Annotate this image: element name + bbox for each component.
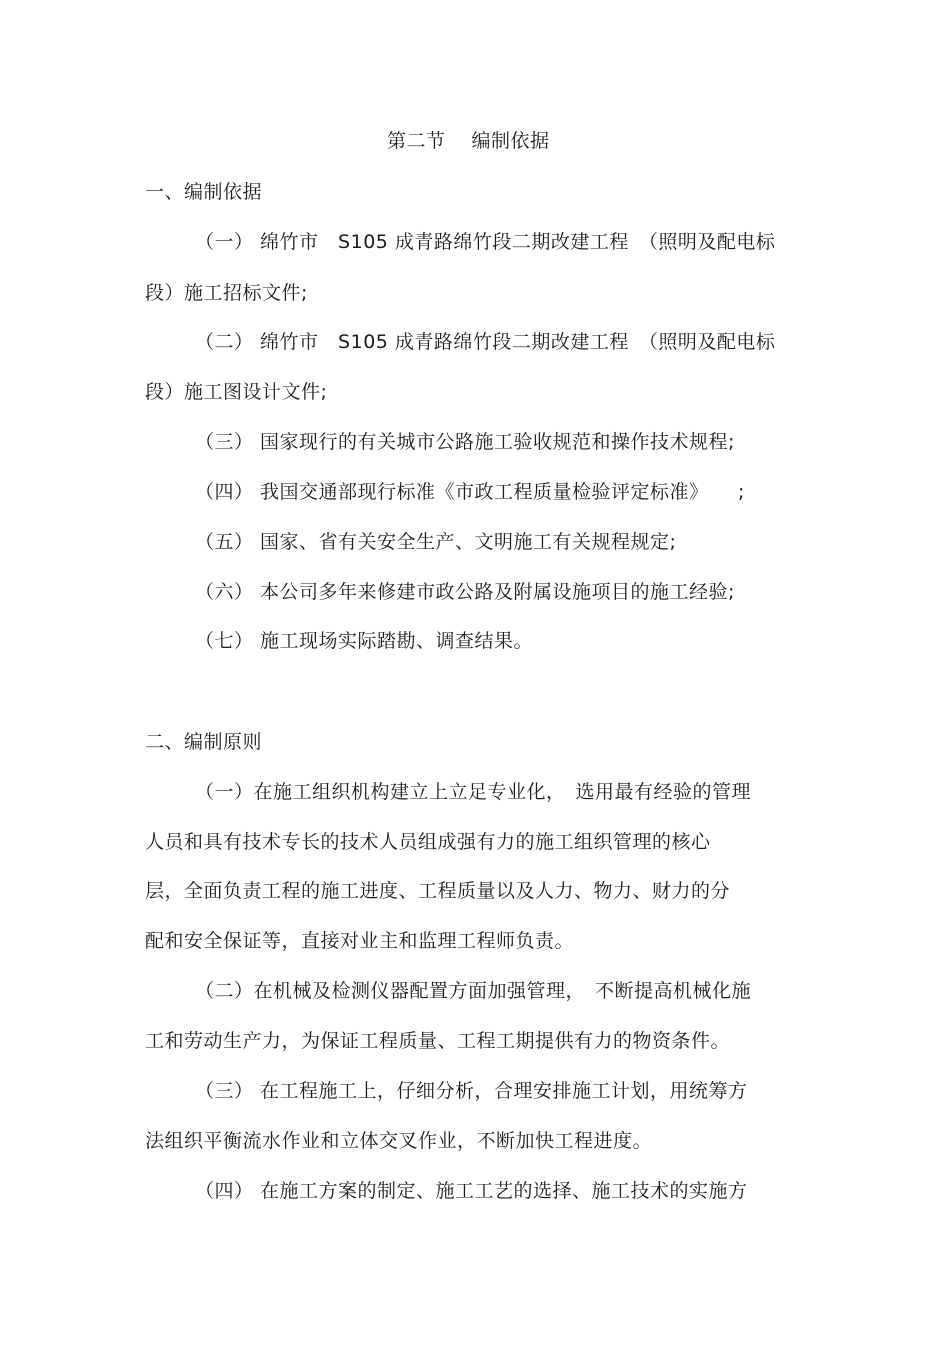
principle-item-3-line-2: 法组织平衡流水作业和立体交叉作业，不断加快工程进度。 (145, 1130, 653, 1152)
basis-item-1-line-1: （一） 绵竹市 S105 成青路绵竹段二期改建工程 （照明及配电标 (195, 231, 776, 253)
principle-item-1-line-1: （一）在施工组织机构建立上立足专业化， 选用最有经验的管理 (195, 781, 752, 803)
section-title: 第二节 编制依据 (387, 130, 550, 152)
principle-item-1-line-4: 配和安全保证等，直接对业主和监理工程师负责。 (145, 930, 575, 952)
heading-principles: 二、编制原则 (145, 731, 263, 753)
principle-item-2-line-2: 工和劳动生产力，为保证工程质量、工程工期提供有力的物资条件。 (145, 1030, 731, 1052)
principle-item-1-line-3: 层，全面负责工程的施工进度、工程质量以及人力、物力、财力的分 (145, 880, 731, 902)
basis-item-7: （七） 施工现场实际踏勘、调查结果。 (195, 630, 534, 652)
heading-basis: 一、编制依据 (145, 181, 263, 203)
principle-item-2-line-1: （二）在机械及检测仪器配置方面加强管理， 不断提高机械化施 (195, 980, 752, 1002)
basis-item-6: （六） 本公司多年来修建市政公路及附属设施项目的施工经验; (195, 581, 735, 603)
basis-item-2-line-1: （二） 绵竹市 S105 成青路绵竹段二期改建工程 （照明及配电标 (195, 331, 776, 353)
basis-item-3: （三） 国家现行的有关城市公路施工验收规范和操作技术规程; (195, 431, 735, 453)
basis-item-5: （五） 国家、省有关安全生产、文明施工有关规程规定; (195, 531, 677, 553)
principle-item-3-line-1: （三） 在工程施工上，仔细分析，合理安排施工计划，用统筹方 (195, 1080, 748, 1102)
basis-item-4: （四） 我国交通部现行标准《市政工程质量检验评定标准》 ; (195, 481, 745, 503)
principle-item-1-line-2: 人员和具有技术专长的技术人员组成强有力的施工组织管理的核心 (145, 831, 711, 853)
basis-item-2-line-2: 段）施工图设计文件; (145, 381, 328, 403)
principle-item-4-line-1: （四） 在施工方案的制定、施工工艺的选择、施工技术的实施方 (195, 1180, 748, 1202)
basis-item-1-line-2: 段）施工招标文件; (145, 282, 308, 304)
